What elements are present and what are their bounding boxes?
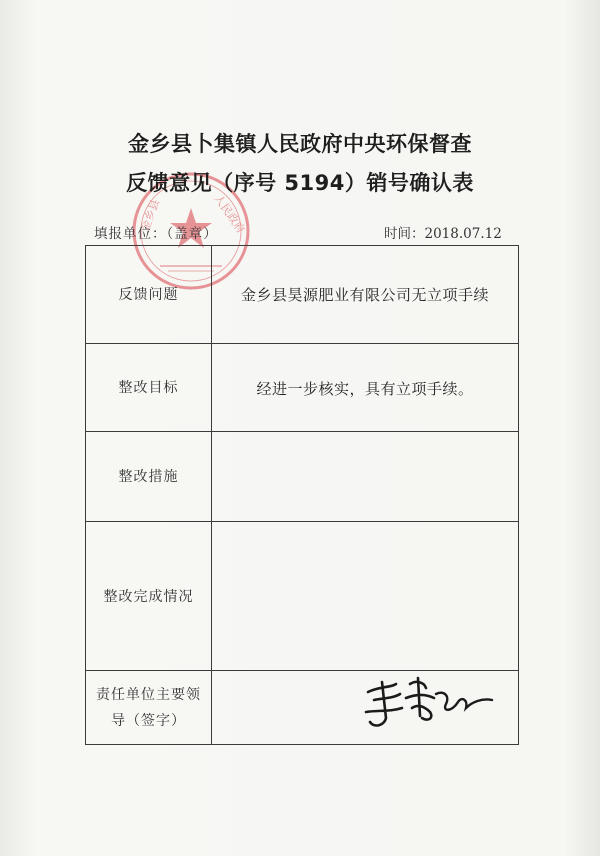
document-title-line2: 反馈意见（序号 5194）销号确认表 [126,171,474,195]
report-time: 时间：2018.07.12 [384,226,502,242]
table-row-rectification-goal [86,343,518,432]
table-row-rectification-measures [86,431,518,522]
confirmation-table [85,245,519,745]
svg-text:金乡县: 金乡县 [138,197,163,234]
handwritten-signature [360,672,500,736]
table-row-completion-status [86,521,518,671]
row-value: 金乡县昊源肥业有限公司无立项手续 [240,286,489,304]
svg-text:人民政府: 人民政府 [211,192,248,236]
row-label: 整改目标 [86,344,212,432]
row-value: 经进一步核实，具有立项手续。 [256,379,474,398]
row-label: 责任单位主要领导（签字） [86,671,212,745]
reporting-unit-label: 填报单位：（盖章） [94,226,218,242]
document-title-line1: 金乡县卜集镇人民政府中央环保督查 [128,132,472,156]
row-label: 整改完成情况 [86,522,212,671]
row-label: 整改措施 [86,432,212,522]
row-label: 反馈问题 [86,246,212,343]
table-row-feedback-issue [86,246,518,343]
row-value [212,522,518,671]
row-value [212,432,518,522]
